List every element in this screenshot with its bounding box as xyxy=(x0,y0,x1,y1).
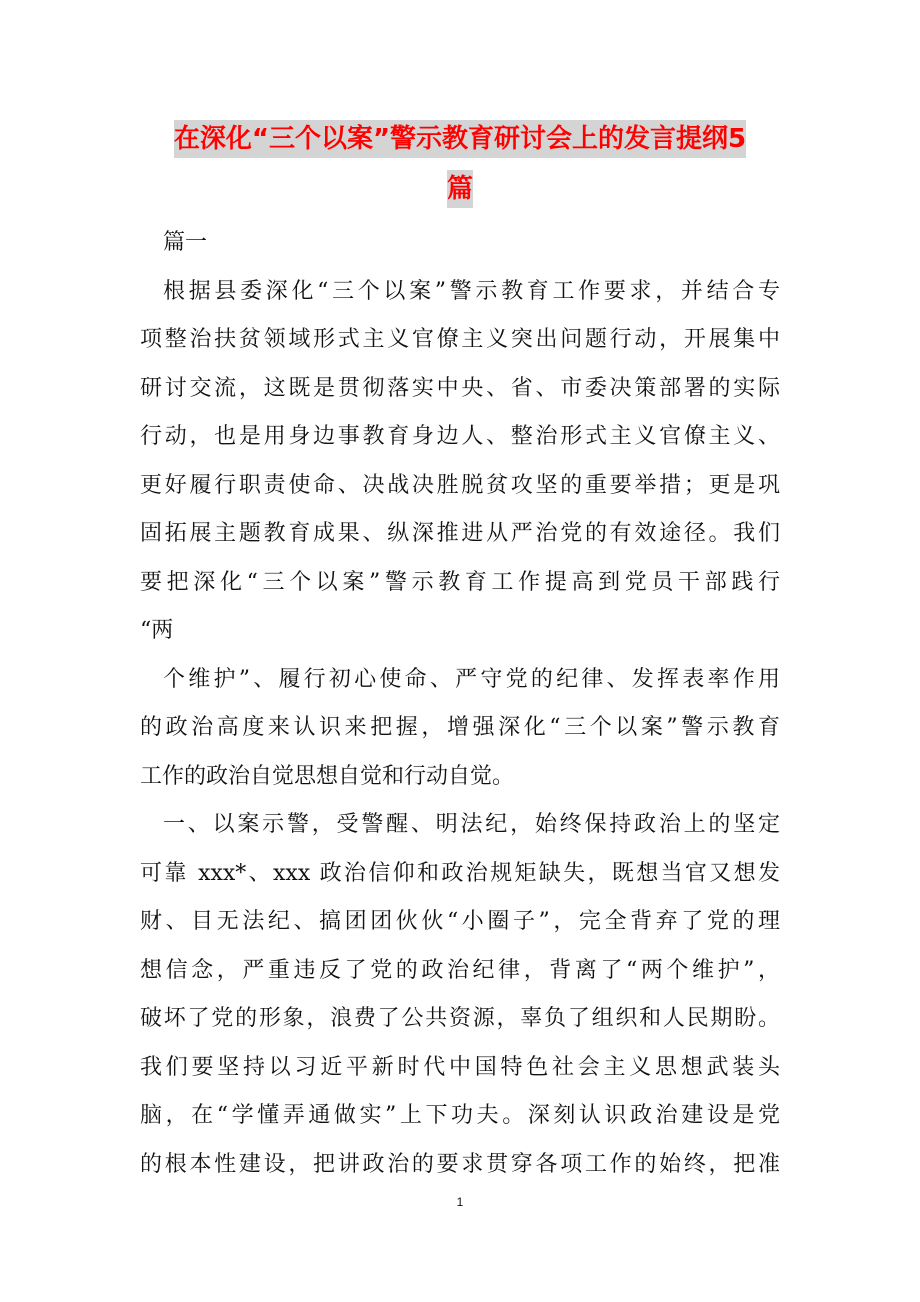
text-line: “两 xyxy=(140,618,174,643)
text-line: 的政治高度来认识来把握，增强深化“三个以案”警示教育 xyxy=(140,715,780,740)
page-number: 1 xyxy=(456,1195,464,1209)
title-text: 在深化“三个以案”警示教育研讨会上的发言提纲5 xyxy=(174,120,746,158)
text-line: 可靠 xxx*、xxx 政治信仰和政治规矩缺失，既想当官又想发 xyxy=(140,860,780,886)
text-line: 更好履行职责使命、决战决胜脱贫攻坚的重要举措；更是巩 xyxy=(140,472,780,498)
text-line: 脑，在“学懂弄通做实”上下功夫。深刻认识政治建设是党 xyxy=(140,1103,780,1128)
text-line: 项整治扶贫领域形式主义官僚主义突出问题行动，开展集中 xyxy=(140,327,780,352)
text-line: 研讨交流，这既是贯彻落实中央、省、市委决策部署的实际 xyxy=(140,375,780,401)
text-line: 的根本性建设，把讲政治的要求贯穿各项工作的始终，把准 xyxy=(140,1151,780,1177)
text-line: 我们要坚持以习近平新时代中国特色社会主义思想武装头 xyxy=(140,1054,780,1080)
text-line: 想信念，严重违反了党的政治纪律，背离了“两个维护”， xyxy=(140,957,780,983)
document-title-line-1 xyxy=(0,118,920,155)
text-line: 固拓展主题教育成果、纵深推进从严治党的有效途径。我们 xyxy=(140,521,780,546)
text-line: 财、目无法纪、搞团团伙伙“小圈子”，完全背弃了党的理 xyxy=(140,909,780,934)
text-line: 个维护”、履行初心使命、严守党的纪律、发挥表率作用 xyxy=(163,666,780,692)
section-heading: 篇一 xyxy=(163,230,208,255)
text-line: 一、以案示警，受警醒、明法纪，始终保持政治上的坚定 xyxy=(163,812,780,837)
text-line: 破坏了党的形象，浪费了公共资源，辜负了组织和人民期盼。 xyxy=(140,1006,780,1031)
document-body xyxy=(140,224,780,1194)
text-line: 行动，也是用身边事教育身边人、整治形式主义官僚主义、 xyxy=(140,424,780,449)
text-line: 要把深化“三个以案”警示教育工作提高到党员干部践行 xyxy=(140,569,780,595)
title-text: 篇 xyxy=(447,170,473,208)
document-title-line-2 xyxy=(0,168,920,205)
text-line: 工作的政治自觉思想自觉和行动自觉。 xyxy=(140,763,515,789)
text-line: 根据县委深化“三个以案”警示教育工作要求，并结合专 xyxy=(163,278,780,304)
